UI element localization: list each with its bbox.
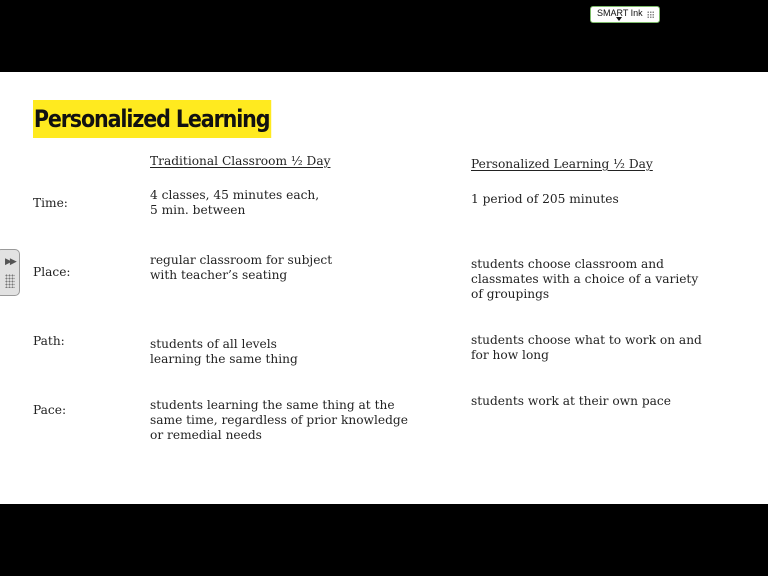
personalized-time: 1 period of 205 minutes: [471, 192, 619, 206]
chevron-down-icon[interactable]: [616, 17, 622, 21]
row-label-path: Path:: [33, 334, 65, 348]
traditional-place: regular classroom for subject with teacher’s seating: [150, 253, 333, 282]
personalized-pace: students work at their own pace: [471, 394, 671, 408]
slide-title: Personalized Learning: [33, 100, 271, 138]
smart-ink-label: SMART Ink: [597, 8, 643, 18]
row-label-place: Place:: [33, 265, 71, 279]
row-label-time: Time:: [33, 196, 68, 210]
traditional-time: 4 classes, 45 minutes each, 5 min. between: [150, 188, 320, 217]
slide: [0, 72, 768, 504]
row-label-pace: Pace:: [33, 403, 67, 417]
traditional-pace: students learning the same thing at the same time, regardless of prior knowledge or remedial needs: [150, 398, 408, 442]
traditional-path: students of all levels learning the same thing: [150, 337, 298, 366]
grip-icon: [5, 274, 15, 288]
column-header-personalized: Personalized Learning ½ Day: [471, 157, 653, 171]
double-chevron-right-icon: ▶▶: [5, 257, 15, 267]
side-panel-toggle[interactable]: [0, 249, 20, 296]
personalized-place: students choose classroom and classmates with a choice of a variety of groupings: [471, 257, 699, 301]
grip-icon[interactable]: [647, 11, 654, 19]
smart-ink-toolbar[interactable]: [590, 6, 660, 23]
column-header-traditional: Traditional Classroom ½ Day: [150, 154, 331, 168]
personalized-path: students choose what to work on and for how long: [471, 333, 702, 362]
